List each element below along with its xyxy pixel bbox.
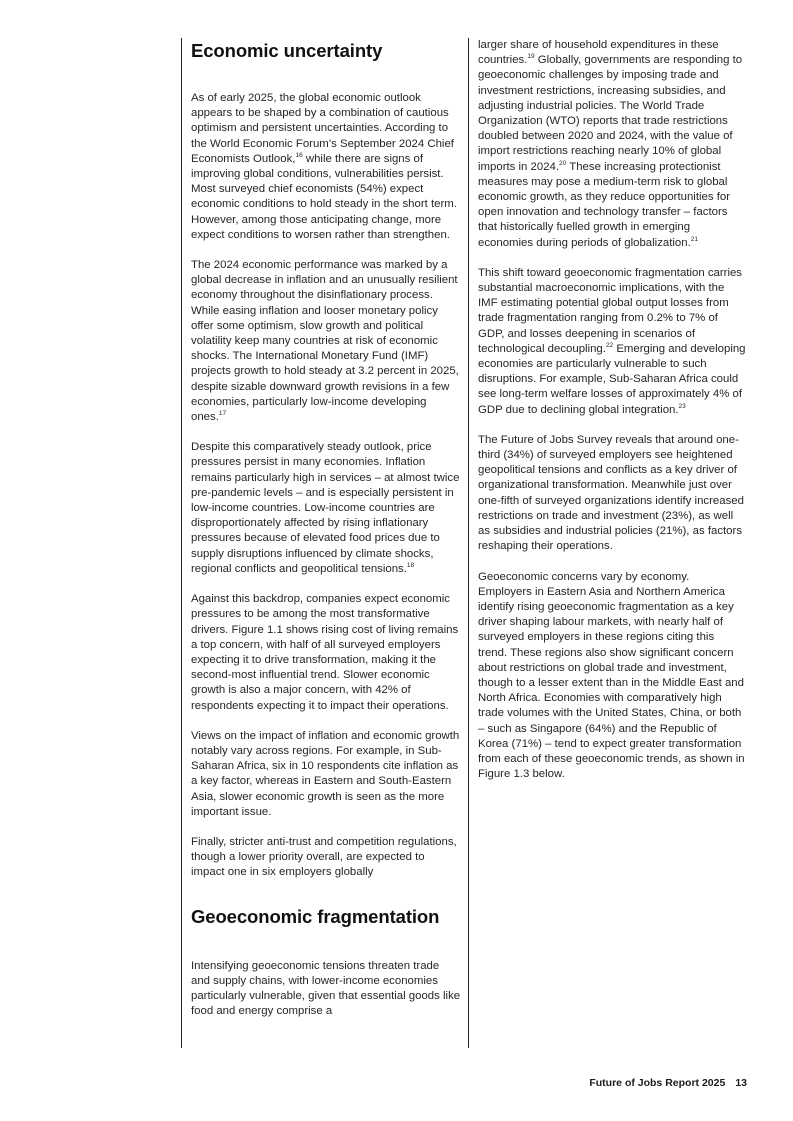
paragraph — [191, 440, 461, 577]
footnote-ref: 16 — [295, 152, 303, 160]
footnote-ref: 17 — [218, 410, 227, 418]
footnote-ref: 20 — [559, 159, 567, 167]
text: while there are signs of improving global conditions, vulnerabilities persist. Most surveyed chief economists (54%) expect economic conditions to hold steady in the short term. However, among those anticipating change, more expect conditions to worsen rather than strengthen. — [191, 152, 457, 241]
text: Despite this comparatively steady outlook, price pressures persist in many economies. Inflation remains particularly high in services – at almost twice pre-pandemic levels – and is especially persistent in low-income countries. Low-income countries are disproportionately affected by rising inflationary pressures because of elevated food prices due to supply disruptions influenced by climate shocks, regional conflicts and geopolitical tensions. — [191, 441, 460, 575]
footnote-ref: 22 — [605, 342, 614, 350]
footnote-ref: 18 — [406, 562, 415, 570]
right-column — [478, 38, 746, 797]
report-title: Future of Jobs Report 2025 — [589, 1077, 726, 1089]
text: As of early 2025, the global economic outlook appears to be shaped by a combination of cautious optimism and persistent uncertainties. According to the World Economic Forum’s September 2024 Chief Economists Outlook, — [191, 92, 454, 165]
paragraph: Finally, stricter anti-trust and competition regulations, though a lower priority overall, are expected to impact one in six employers globally — [191, 835, 457, 879]
text: This shift toward geoeconomic fragmentation carries substantial macroeconomic implications, with the IMF estimating potential global output losses from trade fragmentation ranging from 0.2% to 7% of GDP, and losses deepening in scenarios of technological decoupling. — [478, 266, 743, 355]
page-number: 13 — [735, 1077, 747, 1089]
section-heading-geoeconomic-fragmentation: Geoeconomic fragmentation — [191, 905, 440, 927]
paragraph: Views on the impact of inflation and economic growth notably vary across regions. For example, in Sub-Saharan Africa, six in 10 respondents cite inflation as a key factor, whereas in Eastern and South-Eastern Asia, slower economic growth is seen as the more important issue. — [191, 729, 460, 818]
footnote-ref: 21 — [690, 235, 698, 243]
left-column-rule — [181, 38, 182, 1048]
paragraph — [478, 266, 746, 418]
text: Emerging and developing economies are particularly vulnerable to such disruptions. For example, Sub-Saharan Africa could see long-term welfare losses of approximately 4% of GDP due to declining global integration. — [478, 342, 746, 416]
text: Globally, governments are responding to geoeconomic challenges by imposing trade and investment restrictions, increasing subsidies, and adjusting industrial policies. The World Trade Organization (WTO) reports that trade restrictions doubled between 2020 and 2024, with the value of import restrictions reaching nearly 10% of global imports in 2024. — [478, 54, 743, 173]
paragraph — [191, 258, 461, 425]
right-column-rule — [468, 38, 469, 1048]
footnote-ref: 19 — [527, 53, 535, 61]
text: These increasing protectionist measures may pose a medium-term risk to global economic growth, as they reduce opportunities for open innovation and technology transfer – factors that historically fuelled growth in emerging economies during periods of globalization. — [478, 160, 730, 249]
paragraph: The Future of Jobs Survey reveals that around one-third (34%) of surveyed employers see heightened geopolitical tensions and conflicts as a key driver of organizational transformation. Meanwhile just over one-fifth of surveyed organizations identify increased restrictions on trade and investment (23%), as well as subsidies and industrial policies (21%), as factors reshaping their operations. — [478, 433, 744, 553]
page-footer — [589, 1077, 747, 1089]
paragraph: Against this backdrop, companies expect economic pressures to be among the most transformative drivers. Figure 1.1 shows rising cost of living remains a top concern, with half of all surveyed employers expecting it to drive transformation, making it the second-most influential trend. Slower economic growth is also a major concern, with 42% of respondents expecting it to impact their operations. — [191, 593, 459, 712]
text: larger share of household expenditures in these countries. — [478, 39, 719, 67]
paragraph — [478, 38, 746, 251]
left-column — [191, 38, 461, 1034]
paragraph: Intensifying geoeconomic tensions threaten trade and supply chains, with lower-income economies particularly vulnerable, given that essential goods like food and energy comprise a — [191, 959, 461, 1018]
text: The 2024 economic performance was marked by a global decrease in inflation and an unusually resilient economy throughout the disinflationary process. While easing inflation and looser monetary policy offer some optimism, slow growth and political volatility keep many countries at risk of economic shocks. The International Monetary Fund (IMF) projects growth to hold steady at 3.2 percent in 2025, despite sizable downward growth revisions in a few economies, particularly low-income developing ones. — [191, 259, 459, 424]
footnote-ref: 23 — [678, 402, 686, 410]
section-heading-economic-uncertainty: Economic uncertainty — [191, 40, 383, 61]
paragraph: Geoeconomic concerns vary by economy. Employers in Eastern Asia and Northern America identify rising geoeconomic fragmentation as a key driver shaping labour markets, with nearly half of surveyed employers in these regions citing this trend. These regions also show significant concern about restrictions on global trade and investment, though to a lesser extent than in the Middle East and North Africa. Economies with comparatively high trade volumes with the United States, China, or both – such as Singapore (64%) and the Republic of Korea (71%) – tend to expect greater transformation from each of these geoeconomic trends, as shown in Figure 1.3 below. — [478, 570, 745, 781]
paragraph — [191, 91, 461, 243]
